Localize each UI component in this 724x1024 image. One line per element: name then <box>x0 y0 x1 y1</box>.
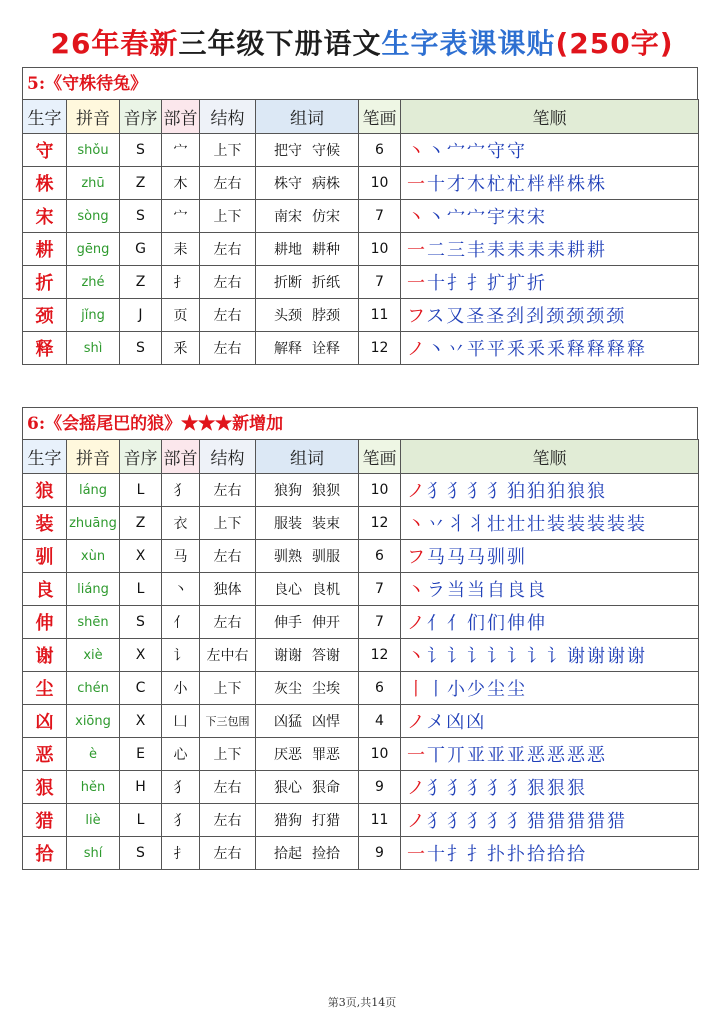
stroke-sequence: 犭犭犭犭犭狠狠狠 <box>427 778 587 799</box>
radical-cell: 犭 <box>162 804 200 837</box>
character-cell: 驯 <box>23 540 67 573</box>
radical-cell: 扌 <box>162 266 200 299</box>
order-cell: J <box>120 299 162 332</box>
order-cell: X <box>120 540 162 573</box>
word-2: 尘埃 <box>312 681 340 697</box>
word-1: 厌恶 <box>274 747 302 763</box>
word-1: 狠心 <box>274 780 302 796</box>
header-count: 笔画 <box>359 440 401 474</box>
word-2: 捡拾 <box>312 846 340 862</box>
stroke-sequence: 十才木杧杧柈柈株株 <box>427 174 607 195</box>
structure-cell: 左右 <box>200 299 256 332</box>
structure-cell: 左右 <box>200 233 256 266</box>
header-pinyin: 拼音 <box>67 100 120 134</box>
character-cell: 守 <box>23 134 67 167</box>
words-cell <box>256 705 359 738</box>
first-stroke: 一 <box>407 844 427 865</box>
word-1: 头颈 <box>274 308 302 324</box>
first-stroke: 丶 <box>407 141 427 162</box>
stroke-count-cell: 12 <box>359 332 401 365</box>
character-cell: 狼 <box>23 474 67 507</box>
header-radical: 部首 <box>162 440 200 474</box>
character-table <box>22 439 699 870</box>
structure-cell: 左中右 <box>200 639 256 672</box>
structure-cell: 左右 <box>200 771 256 804</box>
pinyin-cell: zhū <box>67 167 120 200</box>
stroke-count-cell: 6 <box>359 134 401 167</box>
order-cell: G <box>120 233 162 266</box>
radical-cell: 小 <box>162 672 200 705</box>
first-stroke: 一 <box>407 273 427 294</box>
word-2: 折纸 <box>312 275 340 291</box>
radical-cell: 宀 <box>162 200 200 233</box>
words-cell <box>256 266 359 299</box>
pinyin-cell: zhuāng <box>67 507 120 540</box>
radical-cell: 心 <box>162 738 200 771</box>
word-2: 仿宋 <box>312 209 340 225</box>
radical-cell: 犭 <box>162 771 200 804</box>
stroke-order-cell <box>401 507 699 540</box>
word-1: 驯熟 <box>274 549 302 565</box>
first-stroke: 丶 <box>407 514 427 535</box>
page-footer: 第3页,共14页 <box>327 996 397 1009</box>
word-2: 良机 <box>312 582 340 598</box>
table-row <box>23 771 699 804</box>
structure-cell: 上下 <box>200 672 256 705</box>
words-cell <box>256 771 359 804</box>
section-heading: 5:《守株待兔》 <box>22 67 698 99</box>
table-row <box>23 804 699 837</box>
header-order: 音序 <box>120 100 162 134</box>
first-stroke: ノ <box>407 339 427 360</box>
word-2: 打猎 <box>312 813 340 829</box>
first-stroke: ノ <box>407 613 427 634</box>
pinyin-cell: xùn <box>67 540 120 573</box>
header-words: 组词 <box>256 440 359 474</box>
word-2: 守候 <box>312 143 340 159</box>
structure-cell: 左右 <box>200 606 256 639</box>
structure-cell: 左右 <box>200 474 256 507</box>
stroke-count-cell: 7 <box>359 606 401 639</box>
header-words: 组词 <box>256 100 359 134</box>
word-2: 脖颈 <box>312 308 340 324</box>
structure-cell: 左右 <box>200 804 256 837</box>
structure-cell: 上下 <box>200 738 256 771</box>
radical-cell: 犭 <box>162 474 200 507</box>
first-stroke: ノ <box>407 778 427 799</box>
stroke-sequence: 丶宀宀宇宋宋 <box>427 207 547 228</box>
word-1: 解释 <box>274 341 302 357</box>
order-cell: L <box>120 573 162 606</box>
radical-cell: 宀 <box>162 134 200 167</box>
stroke-count-cell: 10 <box>359 167 401 200</box>
structure-cell: 左右 <box>200 837 256 870</box>
pinyin-cell: shí <box>67 837 120 870</box>
stroke-sequence: 马马马驯驯 <box>427 547 527 568</box>
stroke-sequence: 丷丬丬壮壮壮装装装装装 <box>427 514 647 535</box>
order-cell: S <box>120 332 162 365</box>
character-cell: 伸 <box>23 606 67 639</box>
radical-cell: 木 <box>162 167 200 200</box>
stroke-order-cell <box>401 266 699 299</box>
word-1: 凶猛 <box>274 714 302 730</box>
character-cell: 凶 <box>23 705 67 738</box>
radical-cell: 衣 <box>162 507 200 540</box>
header-strokes: 笔顺 <box>401 100 699 134</box>
stroke-order-cell <box>401 738 699 771</box>
pinyin-cell: shì <box>67 332 120 365</box>
stroke-count-cell: 9 <box>359 837 401 870</box>
words-cell <box>256 507 359 540</box>
header-radical: 部首 <box>162 100 200 134</box>
stroke-order-cell <box>401 606 699 639</box>
table-row <box>23 134 699 167</box>
first-stroke: フ <box>407 306 427 327</box>
words-cell <box>256 540 359 573</box>
stroke-count-cell: 12 <box>359 639 401 672</box>
pinyin-cell: hěn <box>67 771 120 804</box>
word-1: 猎狗 <box>274 813 302 829</box>
radical-cell: 页 <box>162 299 200 332</box>
words-cell <box>256 639 359 672</box>
order-cell: Z <box>120 266 162 299</box>
structure-cell: 左右 <box>200 540 256 573</box>
words-cell <box>256 167 359 200</box>
stroke-sequence: 十扌扌扩扩折 <box>427 273 547 294</box>
word-1: 南宋 <box>274 209 302 225</box>
word-1: 伸手 <box>274 615 302 631</box>
word-1: 狼狗 <box>274 483 302 499</box>
pinyin-cell: sòng <box>67 200 120 233</box>
table-row <box>23 639 699 672</box>
table-row <box>23 299 699 332</box>
character-cell: 狠 <box>23 771 67 804</box>
title-part-1: 26年春新 <box>50 27 179 60</box>
stroke-count-cell: 10 <box>359 474 401 507</box>
character-cell: 尘 <box>23 672 67 705</box>
first-stroke: ノ <box>407 712 427 733</box>
words-cell <box>256 738 359 771</box>
stroke-sequence: 丅丌亚亚亚恶恶恶恶 <box>427 745 607 766</box>
structure-cell: 左右 <box>200 167 256 200</box>
stroke-order-cell <box>401 672 699 705</box>
word-1: 耕地 <box>274 242 302 258</box>
table-header-row <box>23 440 699 474</box>
stroke-count-cell: 11 <box>359 804 401 837</box>
character-cell: 猎 <box>23 804 67 837</box>
pinyin-cell: liáng <box>67 573 120 606</box>
words-cell <box>256 134 359 167</box>
pinyin-cell: è <box>67 738 120 771</box>
table-row <box>23 266 699 299</box>
word-2: 伸开 <box>312 615 340 631</box>
stroke-order-cell <box>401 705 699 738</box>
stroke-count-cell: 11 <box>359 299 401 332</box>
header-structure: 结构 <box>200 100 256 134</box>
order-cell: E <box>120 738 162 771</box>
stroke-count-cell: 6 <box>359 540 401 573</box>
stroke-order-cell <box>401 200 699 233</box>
word-1: 拾起 <box>274 846 302 862</box>
radical-cell: 扌 <box>162 837 200 870</box>
title-part-4: (250字) <box>555 27 674 60</box>
word-1: 折断 <box>274 275 302 291</box>
stroke-count-cell: 10 <box>359 233 401 266</box>
table-row <box>23 474 699 507</box>
title-part-2: 三年级下册语文 <box>178 27 382 60</box>
word-2: 凶悍 <box>312 714 340 730</box>
stroke-count-cell: 7 <box>359 266 401 299</box>
words-cell <box>256 332 359 365</box>
structure-cell: 下三包围 <box>200 705 256 738</box>
order-cell: Z <box>120 507 162 540</box>
stroke-sequence: 讠讠讠讠讠讠讠谢谢谢谢 <box>427 646 647 667</box>
words-cell <box>256 474 359 507</box>
stroke-sequence: ラ当当自良良 <box>427 580 547 601</box>
header-pinyin: 拼音 <box>67 440 120 474</box>
stroke-order-cell <box>401 233 699 266</box>
stroke-sequence: メ凶凶 <box>426 712 487 733</box>
pinyin-cell: xiè <box>67 639 120 672</box>
order-cell: L <box>120 474 162 507</box>
order-cell: S <box>120 606 162 639</box>
table-row <box>23 507 699 540</box>
order-cell: L <box>120 804 162 837</box>
header-char: 生字 <box>23 100 67 134</box>
word-2: 装束 <box>312 516 340 532</box>
character-cell: 宋 <box>23 200 67 233</box>
pinyin-cell: chén <box>67 672 120 705</box>
word-1: 良心 <box>274 582 302 598</box>
stroke-order-cell <box>401 639 699 672</box>
stroke-sequence: 二三丰耒耒耒耒耕耕 <box>427 240 607 261</box>
table-row <box>23 672 699 705</box>
table-row <box>23 200 699 233</box>
stroke-count-cell: 10 <box>359 738 401 771</box>
words-cell <box>256 573 359 606</box>
first-stroke: 一 <box>407 745 427 766</box>
words-cell <box>256 837 359 870</box>
words-cell <box>256 233 359 266</box>
table-row <box>23 233 699 266</box>
character-cell: 恶 <box>23 738 67 771</box>
page-title <box>0 22 724 62</box>
word-2: 狠命 <box>312 780 340 796</box>
stroke-sequence: ス又圣圣刭刭颈颈颈颈 <box>426 306 627 327</box>
header-order: 音序 <box>120 440 162 474</box>
order-cell: C <box>120 672 162 705</box>
structure-cell: 独体 <box>200 573 256 606</box>
lesson-5-section <box>22 67 698 365</box>
character-table <box>22 99 699 365</box>
pinyin-cell: xiōng <box>67 705 120 738</box>
radical-cell: 亻 <box>162 606 200 639</box>
first-stroke: フ <box>407 547 427 568</box>
word-2: 病株 <box>312 176 340 192</box>
words-cell <box>256 299 359 332</box>
word-1: 谢谢 <box>274 648 302 664</box>
first-stroke: 丶 <box>407 207 427 228</box>
stroke-count-cell: 4 <box>359 705 401 738</box>
header-char: 生字 <box>23 440 67 474</box>
radical-cell: 马 <box>162 540 200 573</box>
radical-cell: 讠 <box>162 639 200 672</box>
order-cell: S <box>120 134 162 167</box>
order-cell: X <box>120 639 162 672</box>
order-cell: S <box>120 837 162 870</box>
first-stroke: ノ <box>407 481 427 502</box>
stroke-order-cell <box>401 167 699 200</box>
first-stroke: 丶 <box>407 580 427 601</box>
stroke-sequence: 犭犭犭犭狛狛狛狼狼 <box>427 481 607 502</box>
structure-cell: 上下 <box>200 134 256 167</box>
stroke-sequence: 十扌扌扑扑拾拾拾 <box>427 844 587 865</box>
order-cell: H <box>120 771 162 804</box>
character-cell: 良 <box>23 573 67 606</box>
radical-cell: 丶 <box>162 573 200 606</box>
word-2: 罪恶 <box>312 747 340 763</box>
stroke-sequence: 犭犭犭犭犭猎猎猎猎猎 <box>427 811 627 832</box>
first-stroke: 一 <box>407 240 427 261</box>
structure-cell: 左右 <box>200 332 256 365</box>
word-2: 诠释 <box>312 341 340 357</box>
word-1: 服装 <box>274 516 302 532</box>
first-stroke: 丨 <box>407 679 427 700</box>
order-cell: X <box>120 705 162 738</box>
pinyin-cell: jǐng <box>67 299 120 332</box>
word-2: 狼狈 <box>312 483 340 499</box>
radical-cell: 耒 <box>162 233 200 266</box>
character-cell: 谢 <box>23 639 67 672</box>
words-cell <box>256 606 359 639</box>
character-cell: 释 <box>23 332 67 365</box>
section-heading: 6:《会摇尾巴的狼》★★★新增加 <box>22 407 698 439</box>
table-row <box>23 573 699 606</box>
stroke-sequence: 丶丷平平釆釆釆释释释释 <box>427 339 647 360</box>
stroke-count-cell: 9 <box>359 771 401 804</box>
word-2: 耕种 <box>312 242 340 258</box>
order-cell: Z <box>120 167 162 200</box>
stroke-sequence: 丶宀宀守守 <box>427 141 527 162</box>
words-cell <box>256 672 359 705</box>
stroke-sequence: 丨小少尘尘 <box>427 679 527 700</box>
character-cell: 株 <box>23 167 67 200</box>
character-cell: 耕 <box>23 233 67 266</box>
radical-cell: 釆 <box>162 332 200 365</box>
stroke-order-cell <box>401 804 699 837</box>
structure-cell: 左右 <box>200 266 256 299</box>
table-row <box>23 837 699 870</box>
first-stroke: ノ <box>407 811 427 832</box>
word-1: 灰尘 <box>274 681 302 697</box>
table-row <box>23 705 699 738</box>
header-count: 笔画 <box>359 100 401 134</box>
stroke-order-cell <box>401 299 699 332</box>
first-stroke: 丶 <box>407 646 427 667</box>
stroke-order-cell <box>401 474 699 507</box>
word-1: 株守 <box>274 176 302 192</box>
stroke-count-cell: 7 <box>359 200 401 233</box>
title-part-3: 生字表课课贴 <box>381 27 556 60</box>
header-strokes: 笔顺 <box>401 440 699 474</box>
pinyin-cell: liè <box>67 804 120 837</box>
pinyin-cell: shǒu <box>67 134 120 167</box>
character-cell: 折 <box>23 266 67 299</box>
stroke-count-cell: 7 <box>359 573 401 606</box>
pinyin-cell: shēn <box>67 606 120 639</box>
stroke-count-cell: 6 <box>359 672 401 705</box>
stroke-order-cell <box>401 540 699 573</box>
table-header-row <box>23 100 699 134</box>
words-cell <box>256 804 359 837</box>
word-2: 驯服 <box>312 549 340 565</box>
table-row <box>23 167 699 200</box>
pinyin-cell: gēng <box>67 233 120 266</box>
structure-cell: 上下 <box>200 507 256 540</box>
stroke-order-cell <box>401 134 699 167</box>
stroke-order-cell <box>401 332 699 365</box>
word-1: 把守 <box>274 143 302 159</box>
header-structure: 结构 <box>200 440 256 474</box>
stroke-sequence: 亻亻们们伸伸 <box>427 613 547 634</box>
pinyin-cell: láng <box>67 474 120 507</box>
stroke-count-cell: 12 <box>359 507 401 540</box>
character-cell: 装 <box>23 507 67 540</box>
character-cell: 颈 <box>23 299 67 332</box>
word-2: 答谢 <box>312 648 340 664</box>
lesson-6-section <box>22 407 698 870</box>
structure-cell: 上下 <box>200 200 256 233</box>
table-row <box>23 738 699 771</box>
stroke-order-cell <box>401 771 699 804</box>
table-row <box>23 332 699 365</box>
pinyin-cell: zhé <box>67 266 120 299</box>
order-cell: S <box>120 200 162 233</box>
words-cell <box>256 200 359 233</box>
radical-cell: 凵 <box>162 705 200 738</box>
stroke-order-cell <box>401 837 699 870</box>
table-row <box>23 606 699 639</box>
stroke-order-cell <box>401 573 699 606</box>
first-stroke: 一 <box>407 174 427 195</box>
table-row <box>23 540 699 573</box>
character-cell: 拾 <box>23 837 67 870</box>
